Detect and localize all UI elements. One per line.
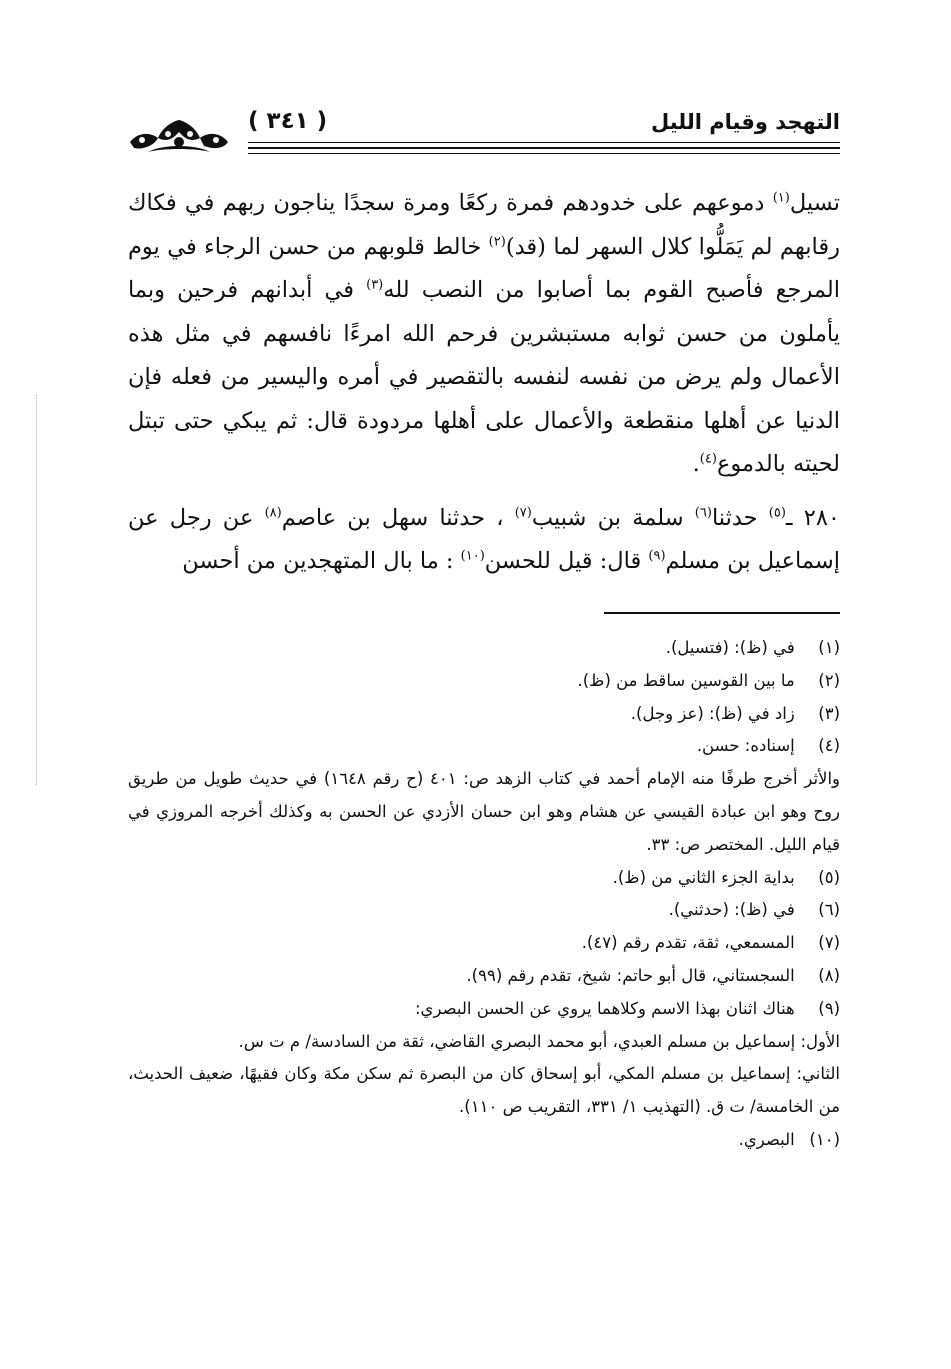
footnote-1: (١) في (ظ): (فتسيل). [665, 638, 840, 657]
header-rule [248, 153, 840, 154]
footnote-6: (٦) في (ظ): (حدثني). [668, 900, 840, 920]
footnote-4-continuation: والأثر أخرج طرفًا منه الإمام أحمد في كتاب الزهد ص: ٤٠١ (ح رقم ١٦٤٨) في حديث طويل من طريق روح وهو ابن عبادة القيسي عن هشام وهو ابن حسان الأزدي عن الحسن به وكذلك أخرجه المروزي في قيام الليل. المختصر ص: ٣٣. [128, 769, 840, 854]
main-text [128, 182, 840, 584]
footnote-ref: (٩) [648, 548, 666, 564]
footnote-ref: (٤) [699, 451, 717, 467]
footnote-9-continuation: الأول: إسماعيل بن مسلم العبدي، أبو محمد البصري القاضي، ثقة من السادسة/ م ت س. [238, 1031, 840, 1051]
footnote-5: (٥) بداية الجزء الثاني من (ظ). [612, 867, 840, 887]
footnote-9-continuation-2: الثاني: إسماعيل بن مسلم المكي، أبو إسحاق كان من البصرة ثم سكن مكة وكان فقيهًا، ضعيف الحديث، من الخامسة/ ت ق. (التهذيب ١/ ٣٣١، التقريب ص ١١٠). [128, 1064, 840, 1117]
footnote-8: (٨) السجستاني، قال أبو حاتم: شيخ، تقدم رقم (٩٩). [466, 965, 840, 985]
header-rule [248, 142, 840, 143]
footnote-separator [604, 612, 840, 614]
footnote-ref: (٨) [264, 505, 282, 520]
paragraph-1: تسيل$^{(١)}$ دموعهم على خدودهم فمرة ركعًا ومرة سجدًا يناجون ربهم في فكاك رقابهم لم يَمَلُّوا كلال السهر لما (قد)$^{(٢)}$ خالط قلوبهم من حسن الرجاء في يوم المرجع فأصبح القوم بما أصابوا من النصب لله$^{(٣)}$ في أبدانهم فرحين وبما يأملون من حسن ثوابه مستبشرين فرحم الله امرءًا نافسهم في مثل هذه الأعمال ولم يرض من نفسه لنفسه بالتقصير في أمره واليسير من فعله فإن الدنيا عن أهلها منقطعة والأعمال على أهلها مردودة قال: ثم يبكي حتى تبتل لحيته بالدموع$^{(٤)}$. [128, 190, 841, 477]
footnote-ref: (١٠) [460, 548, 485, 564]
footnote-ref: (١) [772, 190, 790, 206]
footnote-9: (٩) هناك اثنان بهذا الاسم وكلاهما يروي عن الحسن البصري: [415, 998, 840, 1018]
footnote-7: (٧) المسمعي، ثقة، تقدم رقم (٤٧). [581, 933, 840, 953]
footnote-ref: (٢) [488, 234, 506, 249]
footnote-ref: (٧) [514, 505, 532, 520]
footnote-ref: (٥) [768, 505, 786, 520]
footnote-2: (٢) ما بين القوسين ساقط من (ظ). [577, 670, 840, 690]
footnote-ref: (٣) [366, 277, 384, 293]
running-title: التهجد وقيام الليل [650, 110, 840, 134]
page-number: ( ٣٤١ ) [248, 108, 328, 134]
page-header [128, 110, 840, 170]
footnotes [128, 632, 840, 1157]
footnote-3: (٣) زاد في (ظ): (عز وجل). [630, 703, 840, 723]
footnote-10: (١٠) البصري. [738, 1129, 840, 1149]
scan-artifact [36, 395, 37, 785]
footnote-4: (٤) إسناده: حسن. [696, 736, 840, 756]
floral-ornament-icon [128, 112, 230, 156]
paragraph-2: ٢٨٠ ـ$^{(٥)}$ حدثنا$^{(٦)}$ سلمة بن شبيب$^{(٧)}$ ، حدثنا سهل بن عاصم$^{(٨)}$ عن رجل عن إسماعيل بن مسلم$^{(٩)}$ قال: قيل للحسن$^{(١٠)}$ : ما بال المتهجدين من أحسن [128, 504, 840, 574]
footnote-ref: (٦) [694, 505, 712, 520]
header-rule [248, 147, 840, 149]
